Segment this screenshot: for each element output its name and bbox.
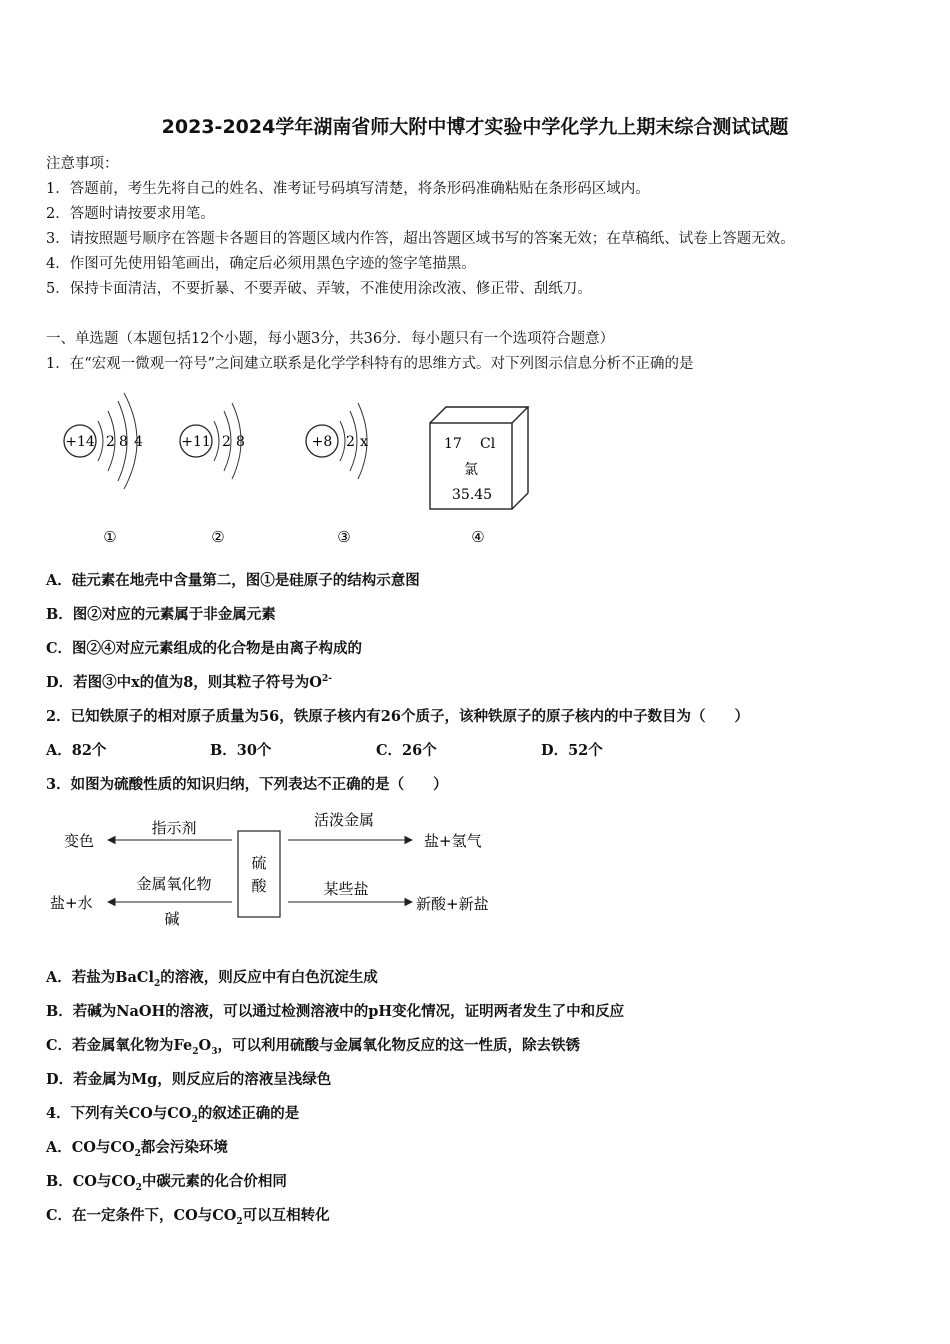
atomic-number: 17 xyxy=(444,436,462,452)
notice-heading: 注意事项： xyxy=(46,156,119,172)
question-1-stem: 1．在“宏观一微观一符号”之间建立联系是化学学科特有的思维方式。对下列图示信息分析不正确的是 xyxy=(46,356,694,372)
section-heading: 一、单选题（本题包括12个小题，每小题3分，共36分．每小题只有一个选项符合题意） xyxy=(46,331,615,347)
question-4-stem xyxy=(46,1102,299,1125)
question-2-option-b: B．30个 xyxy=(210,742,272,759)
atomic-structure-figure xyxy=(46,388,566,553)
option-text: D．若图③中x的值为8，则其粒子符号为O xyxy=(46,674,322,691)
option-text: A．若盐为BaCl xyxy=(46,969,154,986)
shell-electrons: 8 xyxy=(236,434,245,450)
question-3-option-c xyxy=(46,1034,580,1057)
subscript: 2 xyxy=(191,1114,198,1125)
question-3-stem: 3．如图为硫酸性质的知识归纳，下列表达不正确的是（ ） xyxy=(46,776,448,793)
atom-diagram-1 xyxy=(64,393,143,489)
question-1-option-a: A．硅元素在地壳中含量第二，图①是硅原子的结构示意图 xyxy=(46,572,420,589)
stem-text: 的叙述正确的是 xyxy=(197,1105,300,1122)
reagent-label: 碱 xyxy=(164,910,180,928)
option-text: C．若金属氧化物为Fe xyxy=(46,1037,193,1054)
shell-electrons: 2 xyxy=(346,434,355,450)
question-4-option-a xyxy=(46,1136,228,1159)
reagent-label: 指示剂 xyxy=(151,819,197,837)
ion-charge: 2- xyxy=(321,674,332,685)
atom-diagram-2 xyxy=(180,403,245,479)
reagent-label: 某些盐 xyxy=(323,880,369,898)
subscript: 2 xyxy=(153,978,161,989)
shell-electrons: 8 xyxy=(119,434,128,450)
nucleus-label: +8 xyxy=(311,434,333,450)
periodic-table-cell xyxy=(430,407,528,509)
result-label: 新酸+新盐 xyxy=(416,895,489,913)
option-text: 的溶液，则反应中有白色沉淀生成 xyxy=(160,969,378,986)
option-text: O xyxy=(198,1037,212,1054)
sulfuric-acid-property-diagram xyxy=(46,805,516,935)
notice-item: 1．答题前，考生先将自己的姓名、准考证号码填写清楚，将条形码准确粘贴在条形码区域内。 xyxy=(46,181,650,197)
question-2-option-c: C．26个 xyxy=(376,742,437,759)
result-label: 变色 xyxy=(64,832,95,850)
element-symbol: Cl xyxy=(480,436,496,452)
subscript: 2 xyxy=(192,1046,199,1057)
result-label: 盐+水 xyxy=(50,894,93,912)
option-text: ，可以利用硫酸与金属氧化物反应的这一性质，除去铁锈 xyxy=(217,1037,580,1054)
subscript: 2 xyxy=(236,1216,243,1227)
option-text: 可以互相转化 xyxy=(242,1207,330,1224)
shell-electrons: 2 xyxy=(222,434,231,450)
option-text: 中碳元素的化合价相同 xyxy=(141,1173,287,1190)
element-name: 氯 xyxy=(464,462,478,478)
atomic-mass: 35.45 xyxy=(452,487,493,503)
subscript: 3 xyxy=(211,1046,218,1057)
shell-electrons: 4 xyxy=(134,434,143,450)
reagent-label: 活泼金属 xyxy=(313,811,375,829)
option-text: A．CO与CO xyxy=(46,1139,135,1156)
nucleus-label: +11 xyxy=(181,434,211,450)
nucleus-label: +14 xyxy=(65,434,95,450)
center-label-top: 硫 xyxy=(251,854,267,872)
subscript: 2 xyxy=(134,1148,141,1159)
shell-electrons: 2 xyxy=(106,434,115,450)
question-3-option-a xyxy=(46,966,378,989)
reagent-label: 金属氧化物 xyxy=(136,875,212,893)
question-1-option-c: C．图②④对应元素组成的化合物是由离子构成的 xyxy=(46,640,363,657)
question-4-option-b xyxy=(46,1170,287,1193)
question-3-option-d: D．若金属为Mg，则反应后的溶液呈浅绿色 xyxy=(46,1071,332,1088)
question-2-option-a: A．82个 xyxy=(46,742,107,759)
notice-item: 5．保持卡面清洁，不要折暴、不要弄破、弄皱，不准使用涂改液、修正带、刮纸刀。 xyxy=(46,281,592,297)
center-label-bottom: 酸 xyxy=(251,877,267,895)
question-2-stem: 2．已知铁原子的相对原子质量为56，铁原子核内有26个质子，该种铁原子的原子核内的中子数目为（ ） xyxy=(46,708,749,725)
atom-diagram-3 xyxy=(306,403,368,479)
question-1-option-d xyxy=(46,671,332,692)
option-text: B．CO与CO xyxy=(46,1173,136,1190)
option-text: 都会污染环境 xyxy=(140,1139,228,1156)
figure-label: ③ xyxy=(337,528,351,546)
notice-item: 2．答题时请按要求用笔。 xyxy=(46,206,215,222)
center-box xyxy=(238,831,280,917)
question-3-option-b: B．若碱为NaOH的溶液，可以通过检测溶液中的pH变化情况，证明两者发生了中和反应 xyxy=(46,1003,625,1020)
question-4-option-c xyxy=(46,1204,330,1227)
result-label: 盐+氢气 xyxy=(424,832,482,850)
page-title: 2023-2024学年湖南省师大附中博才实验中学化学九上期末综合测试试题 xyxy=(161,116,789,138)
notice-item: 4．作图可先使用铅笔画出，确定后必须用黑色字迹的签字笔描黑。 xyxy=(46,256,476,272)
figure-label: ① xyxy=(103,528,117,546)
figure-label: ② xyxy=(211,528,225,546)
question-2-option-d: D．52个 xyxy=(541,742,603,759)
stem-text: 4．下列有关CO与CO xyxy=(46,1105,192,1122)
subscript: 2 xyxy=(135,1182,142,1193)
shell-electrons: x xyxy=(360,434,368,450)
question-1-option-b: B．图②对应的元素属于非金属元素 xyxy=(46,606,276,623)
notice-item: 3．请按照题号顺序在答题卡各题目的答题区域内作答，超出答题区域书写的答案无效；在草稿纸、试卷上答题无效。 xyxy=(46,231,795,247)
option-text: C．在一定条件下，CO与CO xyxy=(46,1207,237,1224)
figure-label: ④ xyxy=(471,528,485,546)
